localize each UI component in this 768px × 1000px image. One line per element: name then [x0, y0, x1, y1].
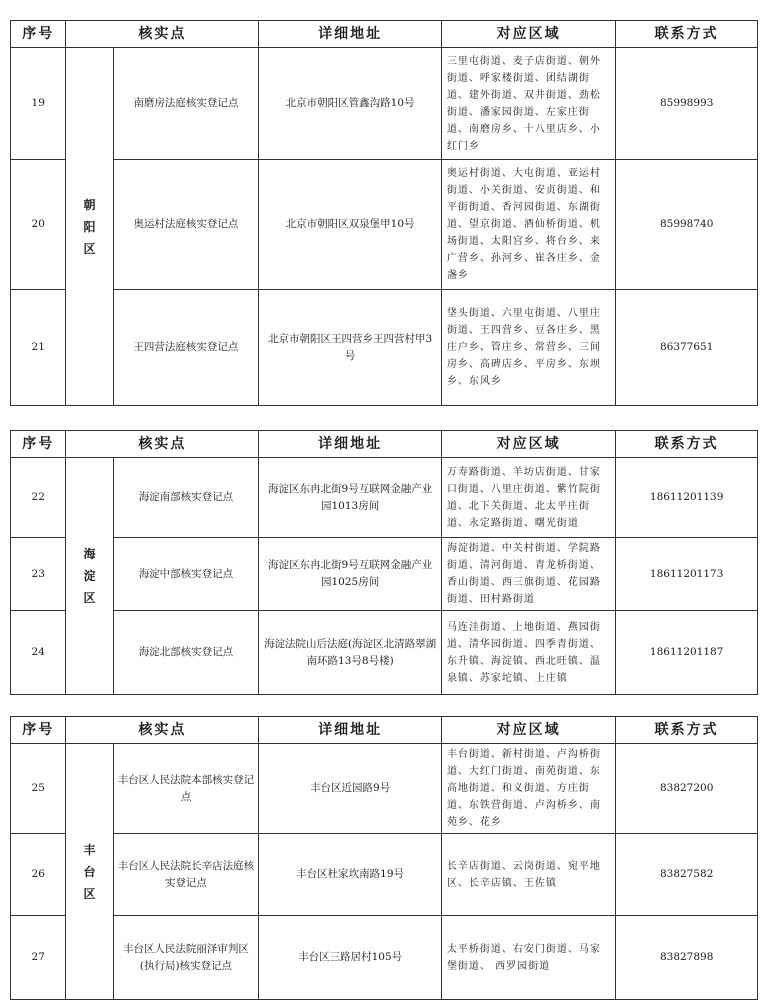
row-point: 奥运村法庭核实登记点: [113, 160, 259, 290]
row-address: 丰台区三路居村105号: [259, 916, 442, 1000]
header-num: 序号: [11, 21, 66, 48]
row-num: 25: [11, 744, 66, 834]
row-num: 19: [11, 48, 66, 160]
row-point: 王四营法庭核实登记点: [113, 290, 259, 406]
row-phone: 86377651: [616, 290, 758, 406]
table-section-chaoyang: [10, 20, 758, 406]
row-num: 24: [11, 611, 66, 695]
district-char: 区: [83, 591, 96, 605]
table-row: [11, 160, 758, 290]
district-char: 海: [83, 547, 96, 561]
table-header-row: [11, 431, 758, 458]
table-row: [11, 48, 758, 160]
table-header-row: [11, 717, 758, 744]
district-char: 台: [83, 864, 96, 879]
header-area: 对应区域: [441, 717, 615, 744]
row-point: 海淀中部核实登记点: [113, 538, 259, 611]
row-phone: 18611201173: [616, 538, 758, 611]
row-point: 丰台区人民法院长辛店法庭核实登记点: [113, 834, 259, 916]
table-row: [11, 834, 758, 916]
header-area: 对应区域: [441, 21, 615, 48]
row-num: 26: [11, 834, 66, 916]
row-phone: 85998740: [616, 160, 758, 290]
table-row: [11, 538, 758, 611]
registration-table: [10, 20, 758, 406]
row-point: 南磨房法庭核实登记点: [113, 48, 259, 160]
district-cell: [66, 744, 113, 1000]
row-phone: 83827898: [616, 916, 758, 1000]
header-address: 详细地址: [259, 431, 442, 458]
header-point: 核实点: [66, 717, 259, 744]
row-area: 长辛店街道、云岗街道、宛平地区、长辛店镇、王佐镇: [441, 834, 615, 916]
row-area: 奥运村街道、大屯街道、亚运村街道、小关街道、安贞街道、和平街街道、香河园街道、东湖街道、望京街道、酒仙桥街道、机场街道、太阳宫乡、将台乡、来广营乡、孙河乡、崔各庄乡、金盏乡: [441, 160, 615, 290]
row-area: 海淀街道、中关村街道、学院路街道、清河街道、青龙桥街道、香山街道、西三旗街道、花园路街道、田村路街道: [441, 538, 615, 611]
district-cell: [66, 458, 113, 695]
row-area: 丰台街道、新村街道、卢沟桥街道、大红门街道、南苑街道、东高地街道、和义街道、方庄街道、东铁营街道、卢沟桥乡、南苑乡、花乡: [441, 744, 615, 834]
header-address: 详细地址: [259, 21, 442, 48]
row-area: 太平桥街道、右安门街道、马家堡街道、 西罗园街道: [441, 916, 615, 1000]
row-num: 20: [11, 160, 66, 290]
row-area: 马连洼街道、上地街道、燕园街道、清华园街道、四季青街道、东升镇、海淀镇、西北旺镇、温泉镇、苏家坨镇、上庄镇: [441, 611, 615, 695]
table-row: [11, 458, 758, 538]
row-area: 万寿路街道、羊坊店街道、甘家口街道、八里庄街道、紫竹院街道、北下关街道、北太平庄街道、永定路街道、曙光街道: [441, 458, 615, 538]
row-address: 北京市朝阳区王四营乡王四营村甲3号: [259, 290, 442, 406]
header-address: 详细地址: [259, 717, 442, 744]
row-phone: 83827200: [616, 744, 758, 834]
table-header-row: [11, 21, 758, 48]
header-point: 核实点: [66, 21, 259, 48]
row-area: 三里屯街道、麦子店街道、朝外街道、呼家楼街道、团结湖街道、建外街道、双井街道、劲松街道、潘家园街道、左家庄街道、南磨房乡、十八里店乡、小红门乡: [441, 48, 615, 160]
row-address: 丰台区杜家坎南路19号: [259, 834, 442, 916]
header-num: 序号: [11, 431, 66, 458]
registration-table: [10, 716, 758, 1000]
district-char: 区: [83, 886, 96, 901]
header-phone: 联系方式: [616, 431, 758, 458]
row-phone: 18611201187: [616, 611, 758, 695]
table-section-haidian: [10, 430, 758, 695]
district-char: 阳: [83, 219, 96, 234]
row-address: 海淀区东冉北街9号互联网金融产业园1013房间: [259, 458, 442, 538]
row-area: 垡头街道、六里屯街道、八里庄街道、王四营乡、豆各庄乡、黑庄户乡、管庄乡、常营乡、三间房乡、高碑店乡、平房乡、东坝乡、东风乡: [441, 290, 615, 406]
row-point: 海淀北部核实登记点: [113, 611, 259, 695]
row-num: 22: [11, 458, 66, 538]
header-num: 序号: [11, 717, 66, 744]
row-phone: 85998993: [616, 48, 758, 160]
row-address: 海淀法院山后法庭(海淀区北清路翠湖南环路13号8号楼): [259, 611, 442, 695]
table-row: [11, 916, 758, 1000]
table-row: [11, 611, 758, 695]
district-char: 淀: [83, 569, 96, 583]
row-address: 北京市朝阳区双泉堡甲10号: [259, 160, 442, 290]
district-char: 朝: [83, 197, 96, 212]
district-cell: [66, 48, 113, 406]
table-row: [11, 744, 758, 834]
row-phone: 18611201139: [616, 458, 758, 538]
district-char: 丰: [83, 842, 96, 857]
row-point: 丰台区人民法院丽泽审判区(执行局)核实登记点: [113, 916, 259, 1000]
district-char: 区: [83, 241, 96, 256]
row-address: 北京市朝阳区管鑫沟路10号: [259, 48, 442, 160]
table-row: [11, 290, 758, 406]
row-point: 丰台区人民法院本部核实登记点: [113, 744, 259, 834]
row-address: 海淀区东冉北街9号互联网金融产业园1025房间: [259, 538, 442, 611]
row-num: 21: [11, 290, 66, 406]
row-address: 丰台区近园路9号: [259, 744, 442, 834]
header-phone: 联系方式: [616, 717, 758, 744]
table-section-fengtai: [10, 716, 758, 1000]
row-num: 23: [11, 538, 66, 611]
row-num: 27: [11, 916, 66, 1000]
header-phone: 联系方式: [616, 21, 758, 48]
row-point: 海淀南部核实登记点: [113, 458, 259, 538]
row-phone: 83827582: [616, 834, 758, 916]
header-area: 对应区域: [441, 431, 615, 458]
header-point: 核实点: [66, 431, 259, 458]
registration-table: [10, 430, 758, 695]
